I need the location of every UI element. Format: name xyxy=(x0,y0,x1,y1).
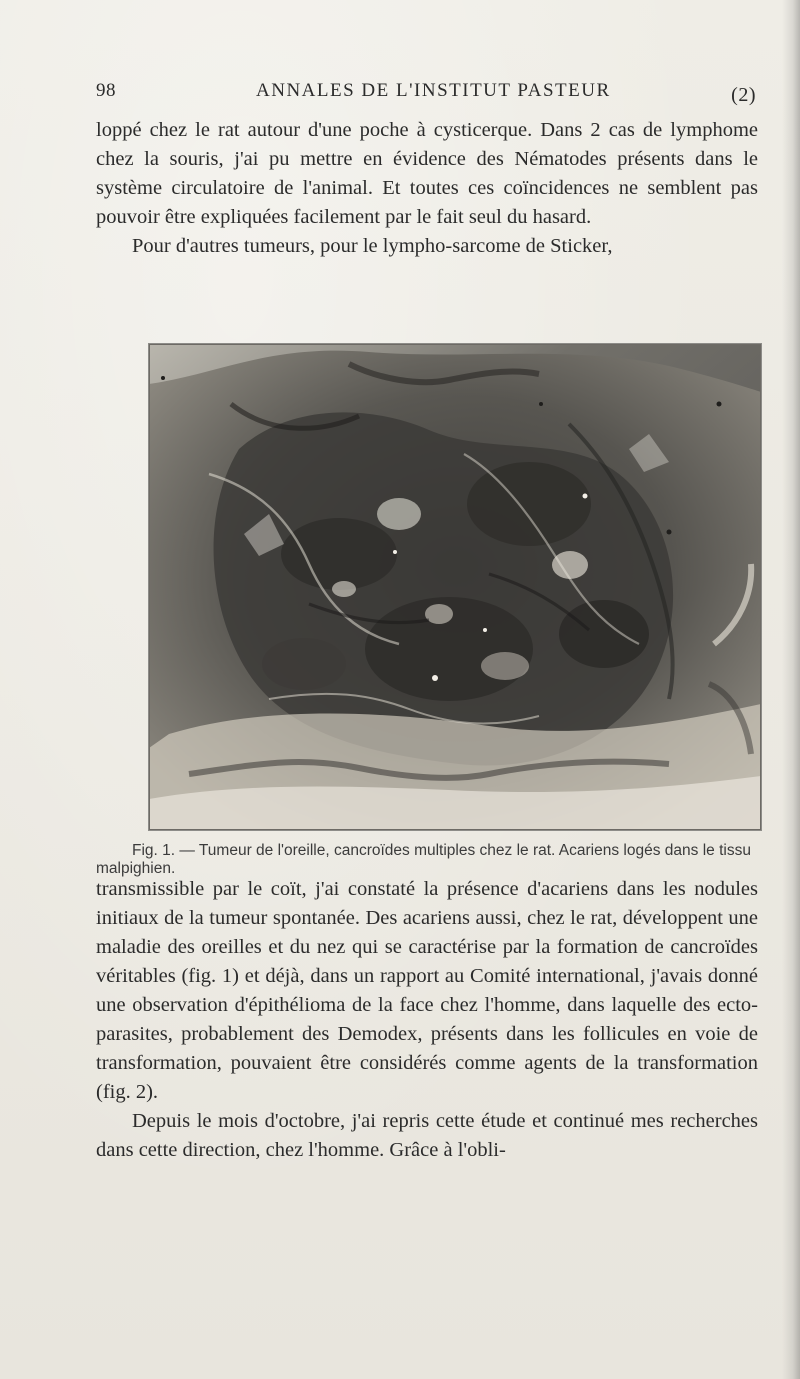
page-number: 98 xyxy=(96,80,116,101)
top-text-block xyxy=(96,116,758,261)
figure-caption-text: Fig. 1. — Tumeur de l'oreille, cancroïdes multiples chez le rat. Acariens logés dans le tissu malpighien. xyxy=(96,842,751,877)
paragraph-research-continued: Depuis le mois d'octobre, j'ai repris cette étude et continué mes recherches dans cette direction, chez l'homme. Grâce à l'obli- xyxy=(96,1110,758,1161)
section-marker: (2) xyxy=(731,84,756,106)
bottom-text-block xyxy=(96,875,758,1165)
page-edge-shadow xyxy=(782,0,800,1379)
paragraph-acariens: transmissible par le coït, j'ai constaté la présence d'acariens dans les nodules initiaux de la tumeur spontanée. Des acariens aussi, chez le rat, développent une maladie des oreilles et du nez qui se caractérise par la formation de cancroïdes véritables (fig. 1) et déjà, dans un rapport au Comité international, j'avais donné une observation d'épithélioma de la face chez l'homme, dans laquelle des ecto-parasites, probablement des Demodex, présents dans les follicules en voie de transformation, pouvaient être considérés comme agents de la transformation (fig. 2). xyxy=(96,878,758,1103)
paragraph-tumors-intro: Pour d'autres tumeurs, pour le lympho-sarcome de Sticker, xyxy=(132,235,613,257)
micrograph-image xyxy=(149,344,761,830)
running-head xyxy=(96,80,756,110)
paragraph-continuation: loppé chez le rat autour d'une poche à cysticerque. Dans 2 cas de lymphome chez la souris, j'ai pu mettre en évidence des Nématodes présents dans le système circulatoire de l'animal. Et toutes ces coïncidences ne semblent pas pouvoir être expliquées facilement par le fait seul du hasard. xyxy=(96,119,758,228)
journal-title: ANNALES DE L'INSTITUT PASTEUR xyxy=(256,80,611,101)
figure-caption xyxy=(96,842,758,878)
micrograph-figure xyxy=(148,343,762,831)
